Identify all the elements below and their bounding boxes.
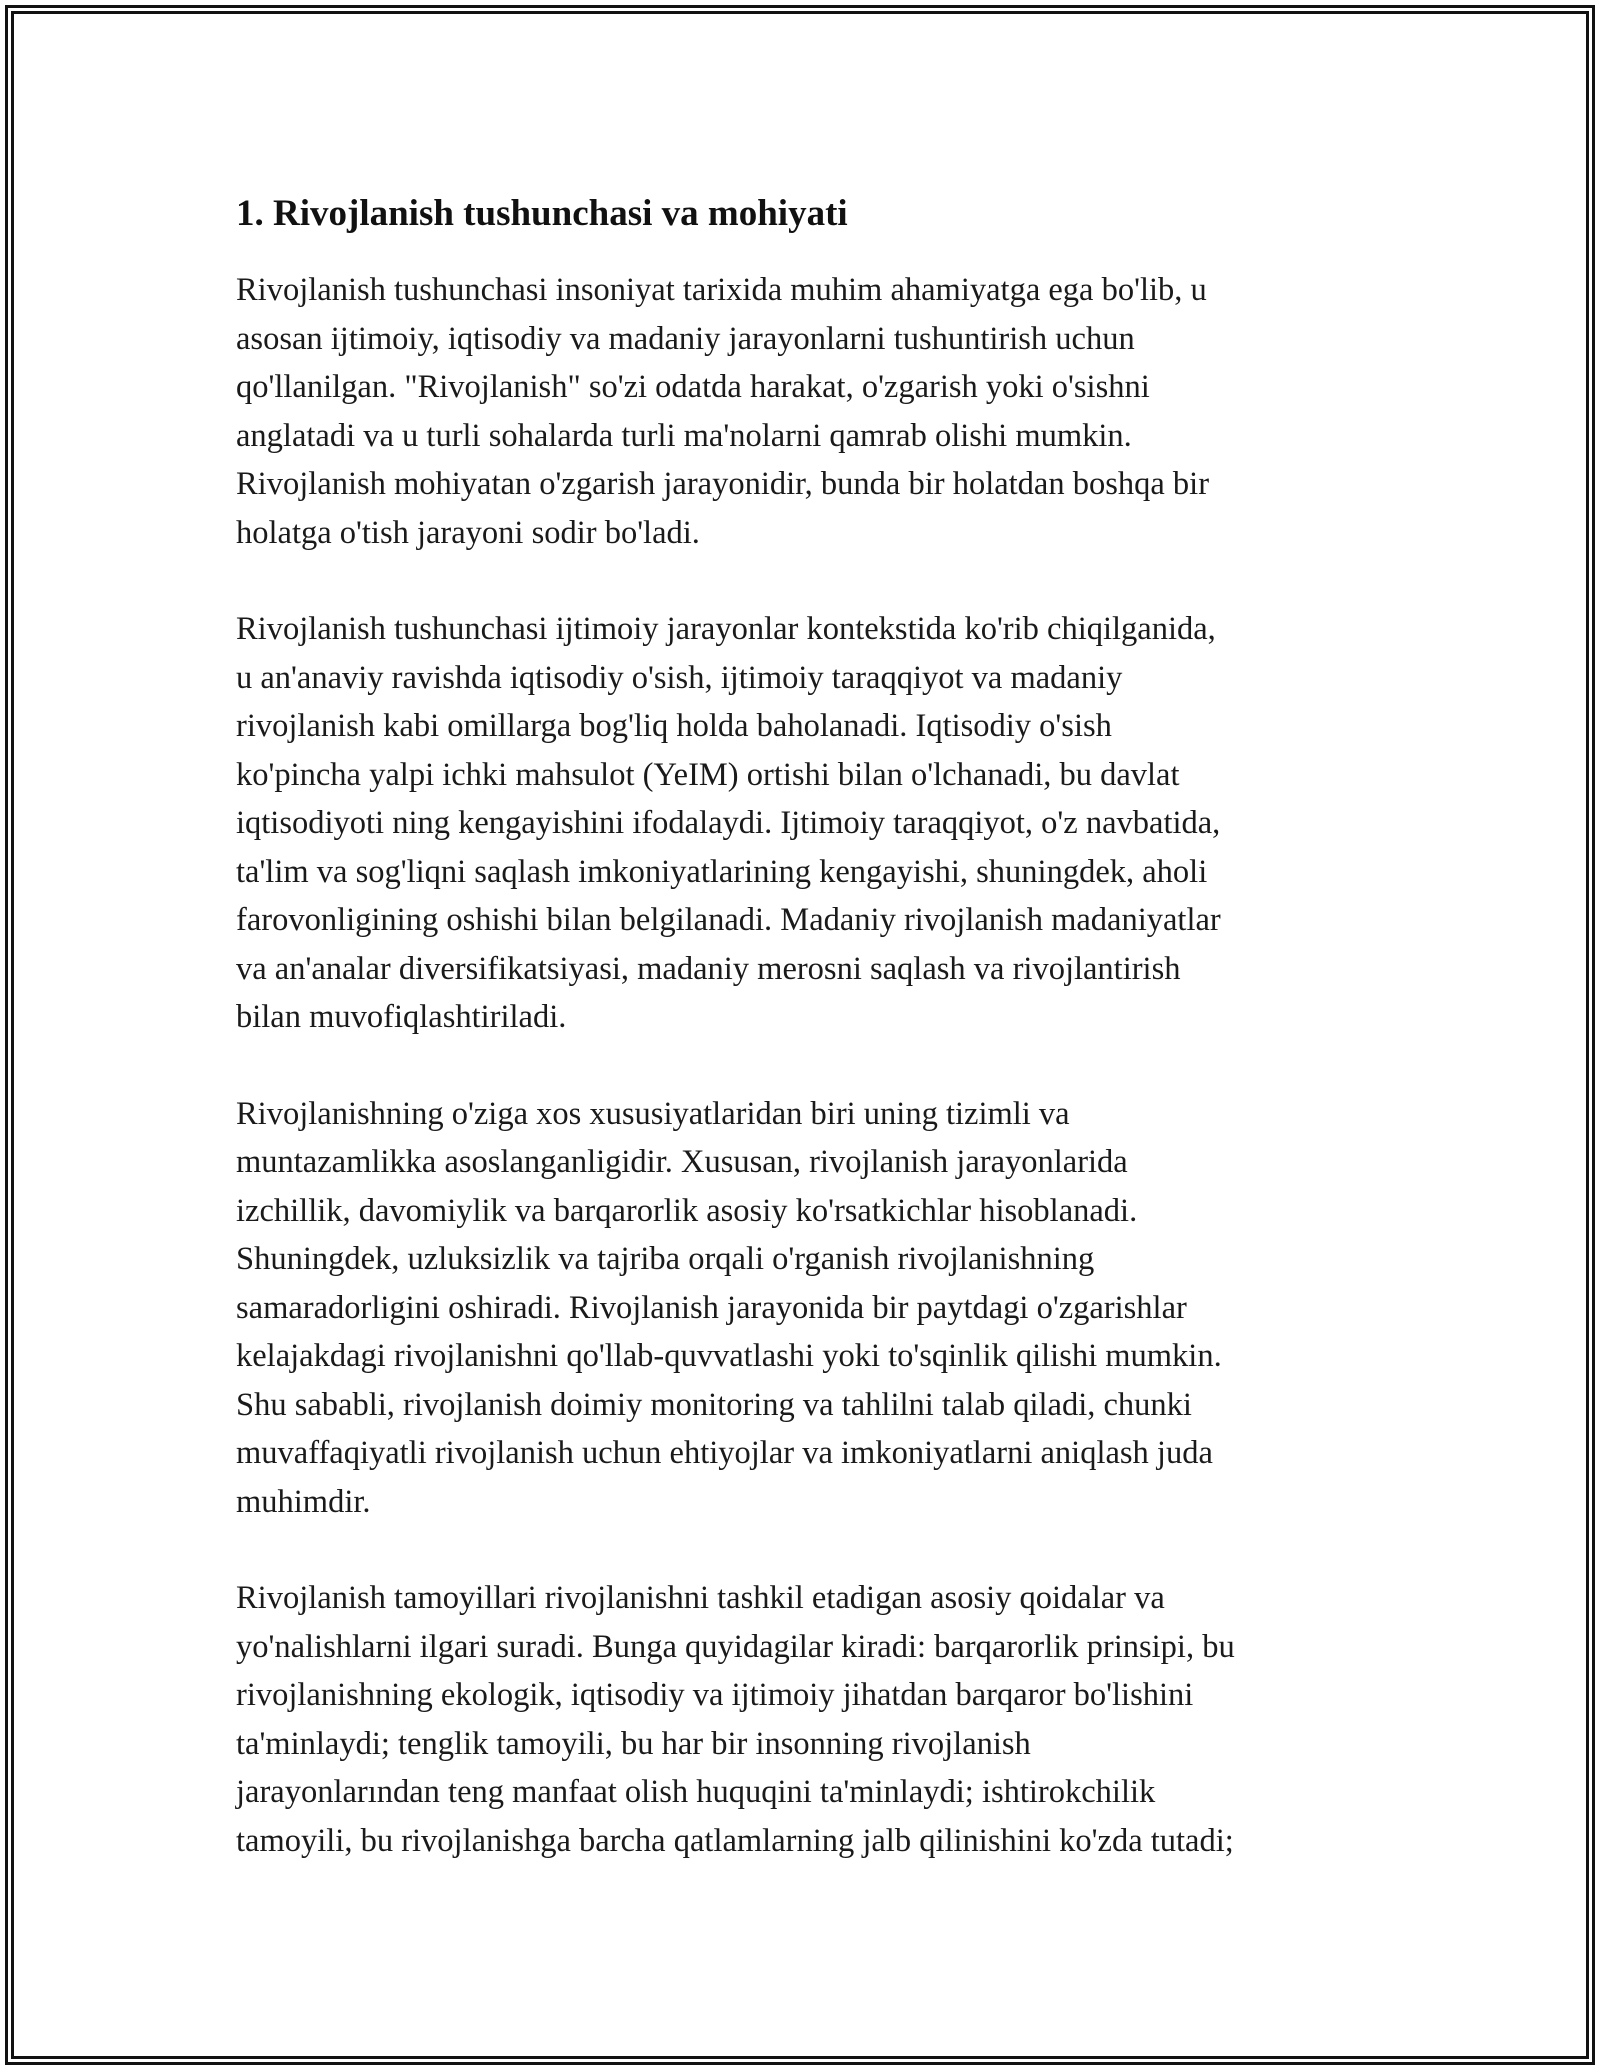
- document-body: [236, 184, 1376, 1913]
- paragraph-3: [236, 1090, 1376, 1527]
- text-line: farovonligining oshishi bilan belgilanadi. Madaniy rivojlanish madaniyatlar: [236, 902, 1221, 938]
- text-line: iqtisodiyoti ning kengayishini ifodalaydi. Ijtimoiy taraqqiyot, o'z navbatida,: [236, 805, 1221, 841]
- text-line: Shu sababli, rivojlanish doimiy monitoring va tahlilni talab qiladi, chunki: [236, 1386, 1192, 1423]
- text-line: muntazamlikka asoslanganligidir. Xususan, rivojlanish jarayonlarida: [236, 1144, 1128, 1180]
- text-line: Rivojlanish tushunchasi insoniyat tarixida muhim ahamiyatga ega bo'lib, u: [236, 272, 1207, 308]
- text-line: rivojlanish kabi omillarga bog'liq holda baholanadi. Iqtisodiy o'sish: [236, 708, 1112, 744]
- text-line: kelajakdagi rivojlanishni qo'llab-quvvatlashi yoki to'sqinlik qilishi mumkin.: [236, 1338, 1222, 1374]
- text-line: Rivojlanish tamoyillari rivojlanishni tashkil etadigan asosiy qoidalar va: [236, 1580, 1165, 1616]
- text-line: tamoyili, bu rivojlanishga barcha qatlamlarning jalb qilinishini ko'zda tutadi;: [236, 1822, 1234, 1859]
- text-line: muhimdir.: [236, 1483, 371, 1520]
- text-line: va an'analar diversifikatsiyasi, madaniy merosni saqlash va rivojlantirish: [236, 950, 1181, 987]
- text-line: qo'llanilgan. "Rivojlanish" so'zi odatda harakat, o'zgarish yoki o'sishni: [236, 369, 1150, 405]
- text-line: ta'lim va sog'liqni saqlash imkoniyatlarining kengayishi, shuningdek, aholi: [236, 853, 1208, 890]
- text-line: bilan muvofiqlashtiriladi.: [236, 999, 567, 1035]
- paragraph-4: [236, 1574, 1376, 1865]
- text-line: izchillik, davomiylik va barqarorlik asosiy ko'rsatkichlar hisoblanadi.: [236, 1192, 1138, 1229]
- text-line: Rivojlanish tushunchasi ijtimoiy jarayonlar kontekstida ko'rib chiqilganida,: [236, 611, 1216, 647]
- text-line: Rivojlanish mohiyatan o'zgarish jarayonidir, bunda bir holatdan boshqa bir: [236, 466, 1210, 502]
- text-line: jarayonlarından teng manfaat olish huquqini ta'minlaydi; ishtirokchilik: [236, 1774, 1156, 1810]
- paragraph-1: [236, 266, 1376, 557]
- text-line: muvaffaqiyatli rivojlanish uchun ehtiyojlar va imkoniyatlarni aniqlash juda: [236, 1435, 1213, 1471]
- text-line: rivojlanishning ekologik, iqtisodiy va ijtimoiy jihatdan barqaror bo'lishini: [236, 1677, 1194, 1713]
- text-line: holatga o'tish jarayoni sodir bo'ladi.: [236, 514, 700, 551]
- text-line: ko'pincha yalpi ichki mahsulot (YeIM) ortishi bilan o'lchanadi, bu davlat: [236, 756, 1180, 793]
- section-heading: 1. Rivojlanish tushunchasi va mohiyati: [236, 193, 848, 234]
- text-line: anglatadi va u turli sohalarda turli ma'nolarni qamrab olishi mumkin.: [236, 417, 1132, 454]
- text-line: u an'anaviy ravishda iqtisodiy o'sish, ijtimoiy taraqqiyot va madaniy: [236, 659, 1123, 696]
- text-line: Rivojlanishning o'ziga xos xususiyatlaridan biri uning tizimli va: [236, 1095, 1070, 1132]
- text-line: yo'nalishlarni ilgari suradi. Bunga quyidagilar kiradi: barqarorlik prinsipi, bu: [236, 1628, 1235, 1665]
- paragraph-2: [236, 605, 1376, 1042]
- text-line: samaradorligini oshiradi. Rivojlanish jarayonida bir paytdagi o'zgarishlar: [236, 1289, 1187, 1326]
- text-line: Shuningdek, uzluksizlik va tajriba orqali o'rganish rivojlanishning: [236, 1241, 1095, 1277]
- text-line: ta'minlaydi; tenglik tamoyili, bu har bir insonning rivojlanish: [236, 1725, 1031, 1762]
- text-line: asosan ijtimoiy, iqtisodiy va madaniy jarayonlarni tushuntirish uchun: [236, 320, 1135, 357]
